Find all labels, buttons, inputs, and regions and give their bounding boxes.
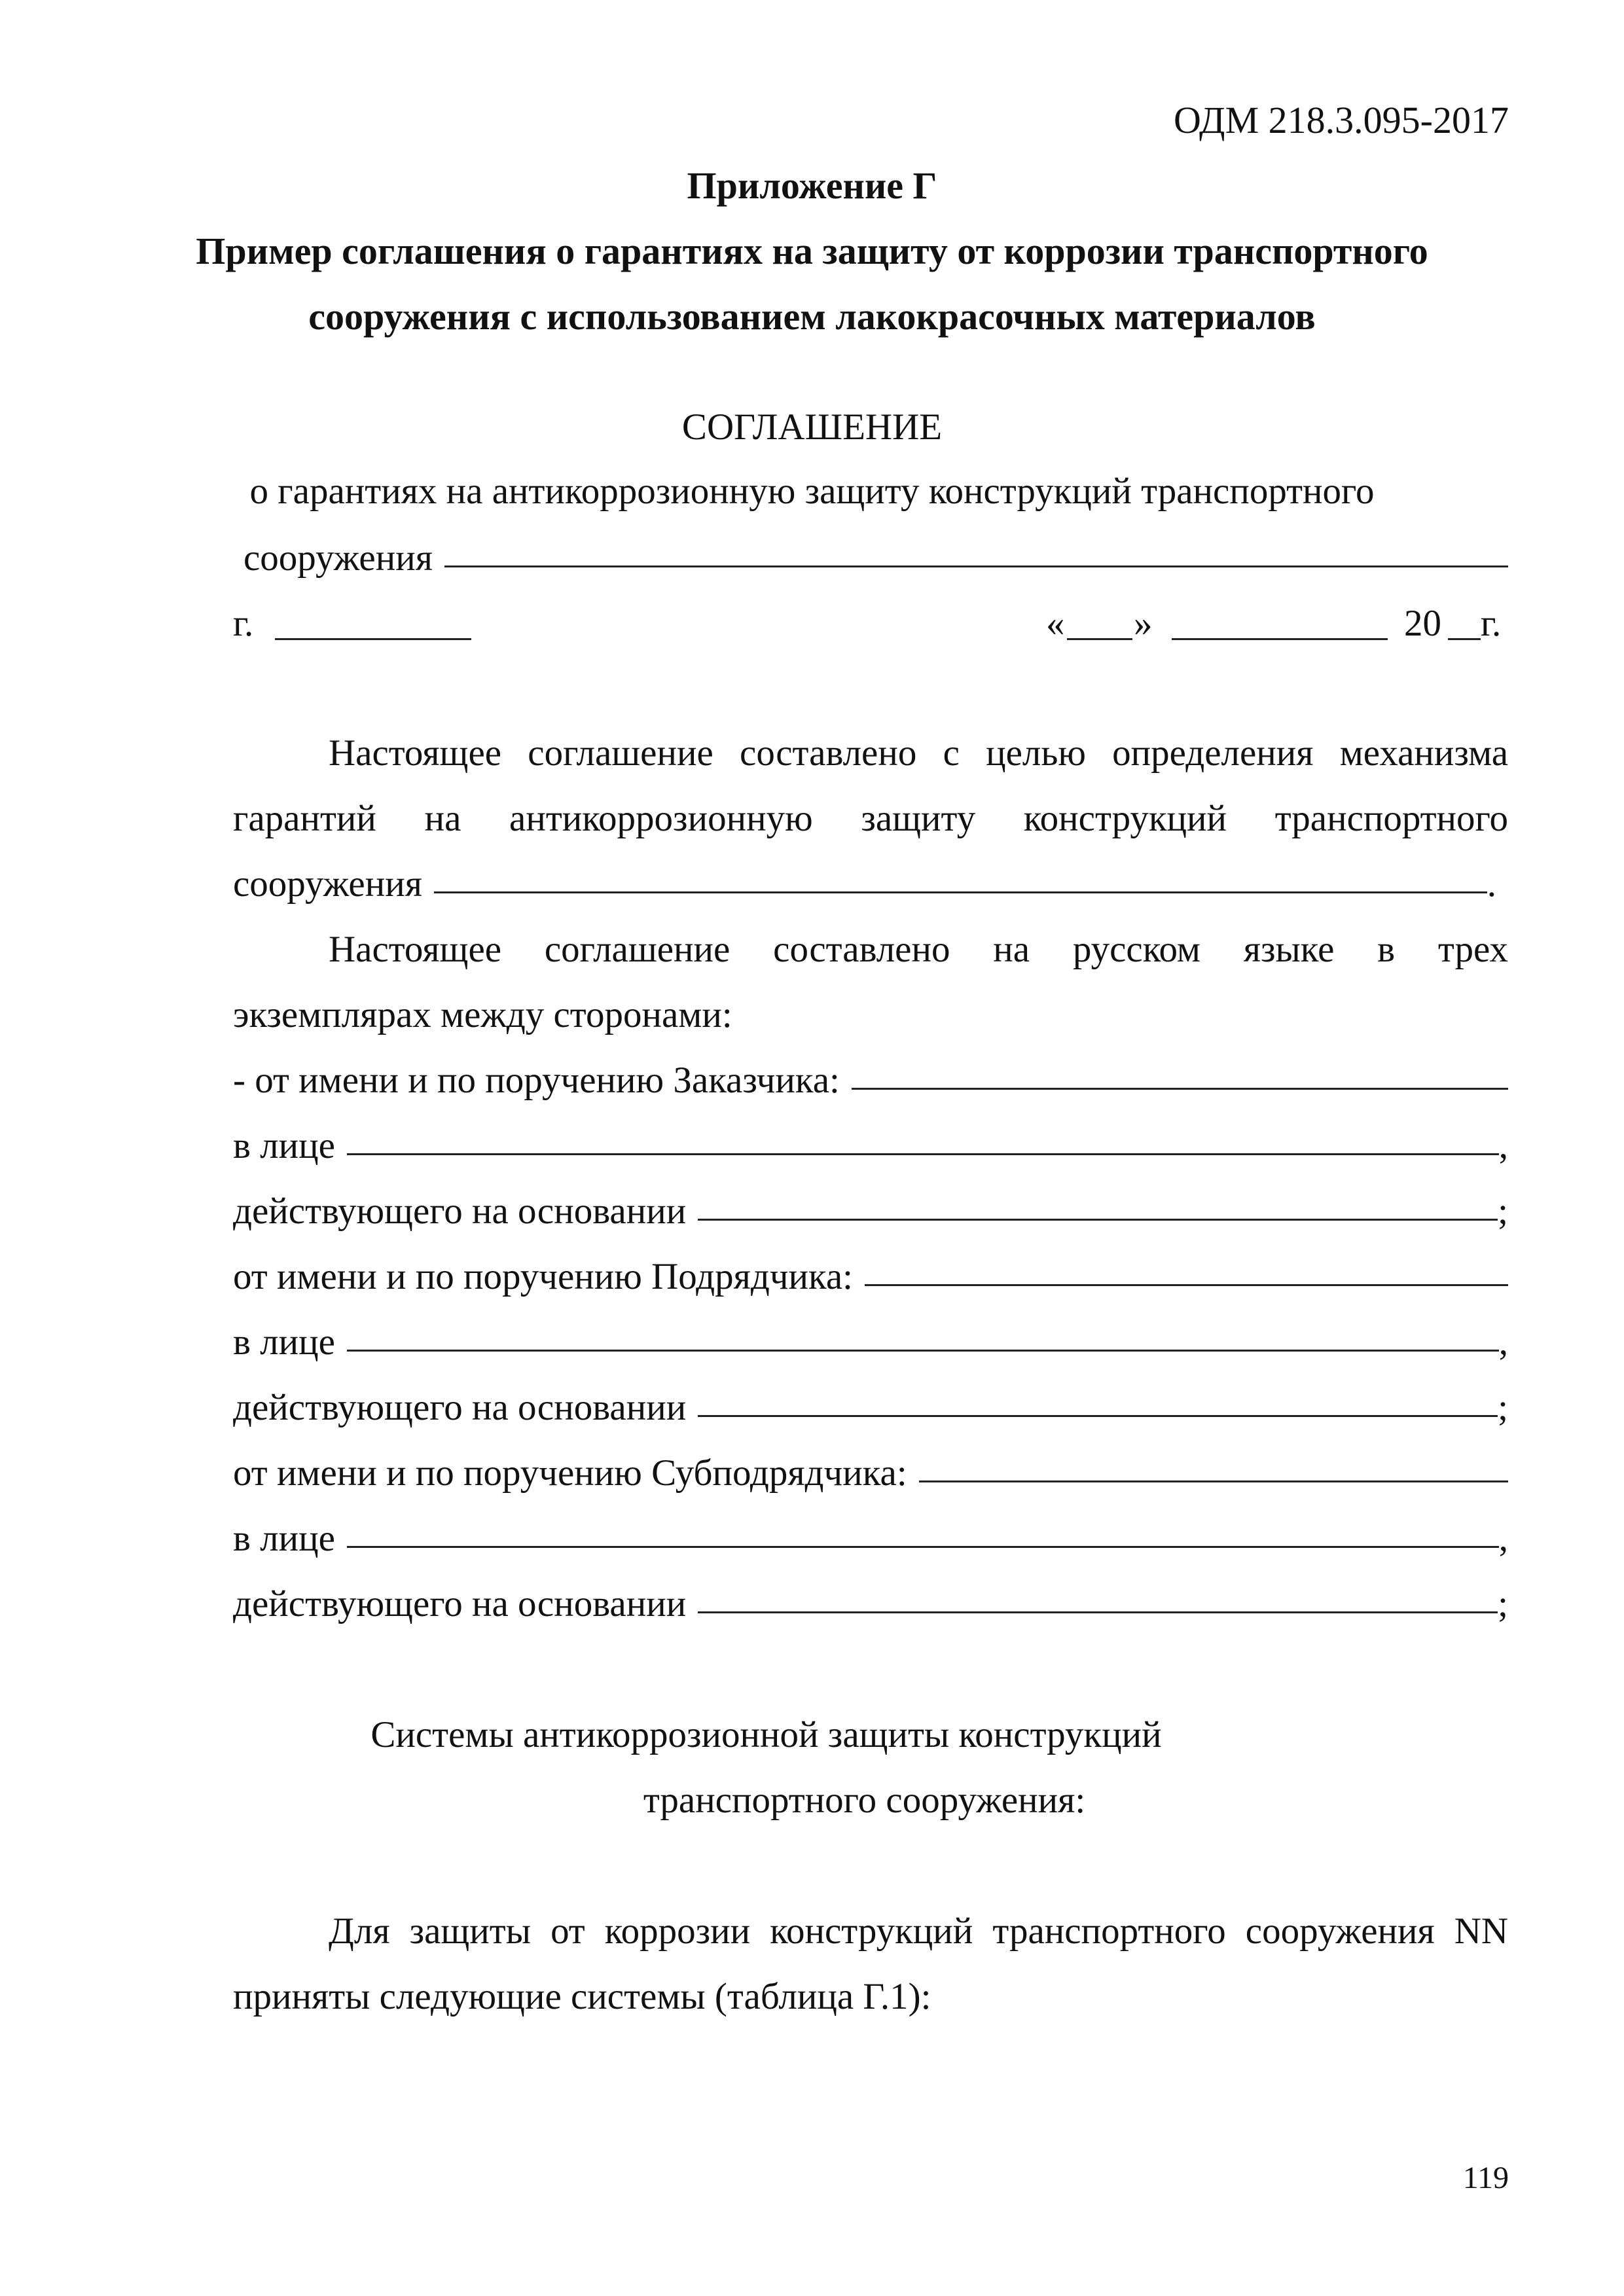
customer-basis-field: действующего на основании ; bbox=[233, 1191, 1508, 1232]
customer-person-field: в лице , bbox=[233, 1125, 1508, 1166]
customer-basis-blank bbox=[698, 1219, 1498, 1221]
date-open-quote: « bbox=[1046, 603, 1065, 644]
systems-heading-line2: транспортного сооружения: bbox=[643, 1780, 1086, 1821]
structure-blank bbox=[444, 565, 1508, 567]
paragraph2-line1: Настоящее соглашение составлено на русском языке в трех bbox=[329, 929, 1509, 970]
page-number: 119 bbox=[1462, 2161, 1509, 2195]
customer-person-blank bbox=[347, 1153, 1499, 1155]
year-prefix: 20 bbox=[1404, 603, 1441, 644]
year-blank bbox=[1448, 638, 1481, 640]
contractor-person-field: в лице , bbox=[233, 1321, 1508, 1363]
appendix-subtitle-line2: сооружения с использованием лакокрасочных материалов bbox=[308, 295, 1316, 338]
appendix-title: Приложение Г bbox=[687, 164, 937, 207]
structure-blank-2 bbox=[434, 891, 1487, 893]
agreement-heading: СОГЛАШЕНИЕ bbox=[681, 406, 943, 448]
structure-label: сооружения bbox=[244, 537, 433, 579]
city-label: г. bbox=[233, 603, 254, 644]
paragraph1-line2: гарантий на антикоррозионную защиту конструкций транспортного bbox=[233, 798, 1509, 839]
contractor-person-blank bbox=[347, 1350, 1499, 1352]
customer-blank bbox=[852, 1088, 1508, 1090]
document-code: ОДМ 218.3.095-2017 bbox=[1174, 99, 1509, 141]
appendix-subtitle-line1: Пример соглашения о гарантиях на защиту от коррозии транспортного bbox=[196, 230, 1428, 272]
contractor-basis-blank bbox=[698, 1415, 1498, 1417]
contractor-blank bbox=[865, 1284, 1508, 1286]
city-blank bbox=[275, 638, 471, 640]
systems-paragraph-line2: приняты следующие системы (таблица Г.1): bbox=[233, 1976, 931, 2017]
subcontractor-blank bbox=[919, 1480, 1508, 1482]
subcontractor-person-blank bbox=[347, 1546, 1499, 1548]
paragraph2-line2: экземплярах между сторонами: bbox=[233, 994, 732, 1035]
paragraph1-line1: Настоящее соглашение составлено с целью определения механизма bbox=[329, 732, 1509, 774]
structure-name-field bbox=[244, 537, 1508, 579]
paragraph1-line3: сооружения . bbox=[233, 863, 1496, 905]
day-blank bbox=[1067, 638, 1132, 640]
month-blank bbox=[1172, 638, 1388, 640]
subcontractor-basis-blank bbox=[698, 1611, 1498, 1613]
contractor-basis-field: действующего на основании ; bbox=[233, 1387, 1508, 1428]
systems-paragraph-line1: Для защиты от коррозии конструкций транспортного сооружения NN bbox=[329, 1910, 1509, 1952]
subcontractor-person-field: в лице , bbox=[233, 1518, 1508, 1559]
customer-field: - от имени и по поручению Заказчика: bbox=[233, 1059, 1508, 1102]
subcontractor-basis-field: действующего на основании ; bbox=[233, 1583, 1508, 1624]
date-close-quote: » bbox=[1134, 603, 1153, 644]
agreement-about-line1: о гарантиях на антикоррозионную защиту конструкций транспортного bbox=[249, 471, 1375, 512]
subcontractor-field: от имени и по поручению Субподрядчика: bbox=[233, 1452, 1508, 1494]
systems-heading-line1: Системы антикоррозионной защиты конструкций bbox=[370, 1714, 1162, 1755]
year-suffix: г. bbox=[1481, 603, 1502, 644]
contractor-field: от имени и по поручению Подрядчика: bbox=[233, 1255, 1508, 1298]
